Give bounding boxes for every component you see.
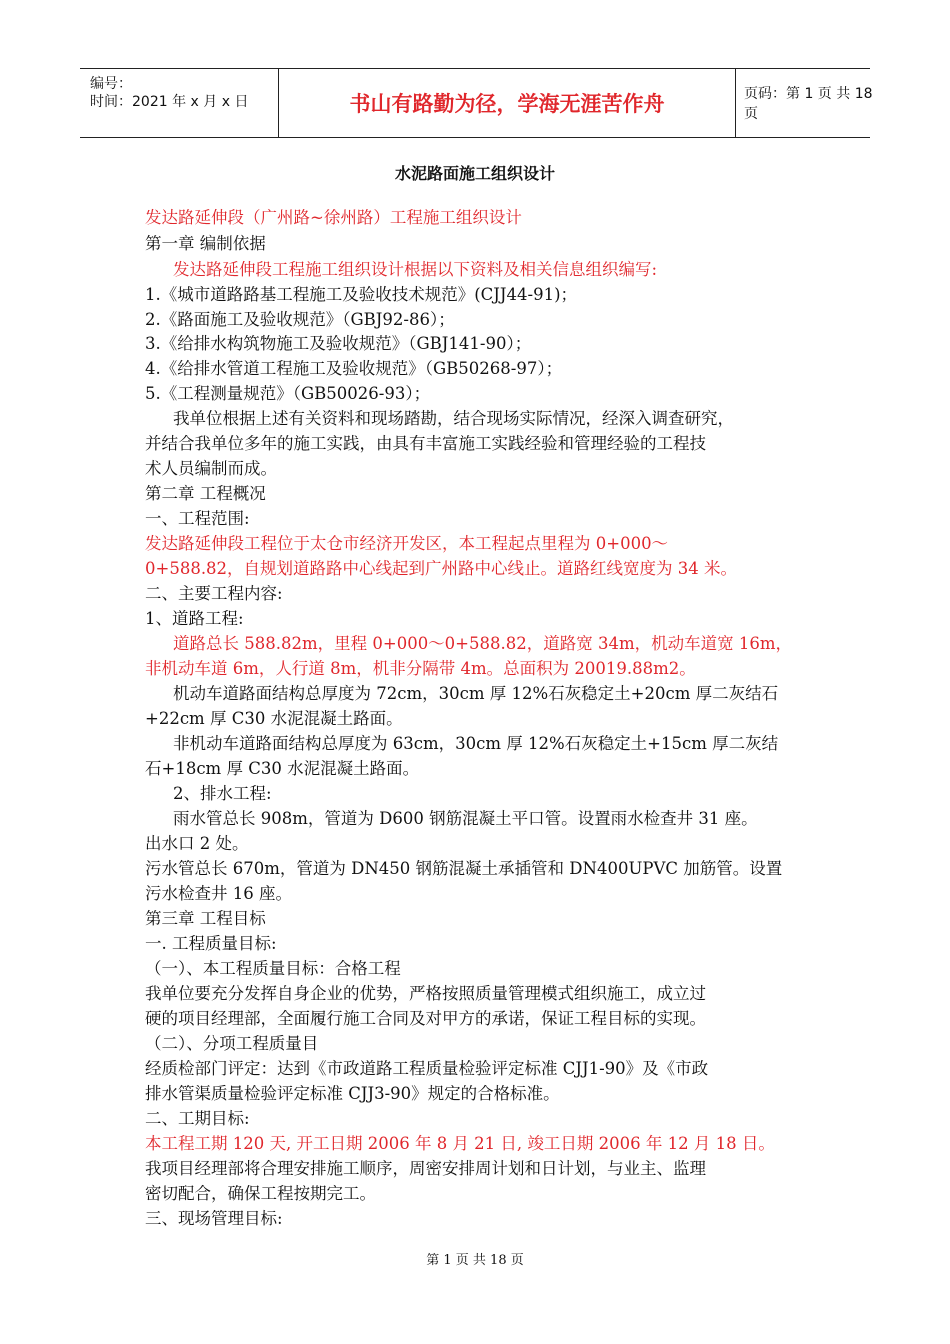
scope-line: 发达路延伸段工程位于太仓市经济开发区，本工程起点里程为 0+000～: [145, 534, 669, 553]
chapter-3-heading: 第三章 工程目标: [145, 909, 266, 928]
basis-item-3: 3.《给排水构筑物施工及验收规范》（GBJ141-90）；: [145, 334, 532, 353]
page-footer: 第 1 页 共 18 页: [426, 1253, 524, 1268]
paragraph-line: 污水管总长 670m，管道为 DN450 钢筋混凝土承插管和 DN400UPVC 加筋管。设置: [145, 859, 783, 878]
basis-intro: 发达路延伸段工程施工组织设计根据以下资料及相关信息组织编写:: [173, 260, 658, 279]
section-heading: 二、主要工程内容:: [145, 584, 283, 603]
subsection-heading: （一）、本工程质量目标：合格工程: [145, 959, 401, 978]
paragraph-line: 机动车道路面结构总厚度为 72cm，30cm 厚 12%石灰稳定土+20cm 厚二灰结石: [173, 684, 779, 703]
paragraph-line: 术人员编制而成。: [145, 459, 277, 478]
header-meta: [80, 69, 278, 137]
basis-item-5: 5.《工程测量规范》（GB50026-93）；: [145, 384, 431, 403]
paragraph-line: 我单位根据上述有关资料和现场踏勘，结合现场实际情况，经深入调查研究，: [173, 409, 734, 428]
subsection-heading: 1、道路工程:: [145, 609, 244, 628]
paragraph-line: 石+18cm 厚 C30 水泥混凝土路面。: [145, 759, 420, 778]
section-heading: 二、工期目标:: [145, 1109, 250, 1128]
paragraph-line: 我单位要充分发挥自身企业的优势，严格按照质量管理模式组织施工，成立过: [145, 984, 706, 1003]
paragraph-line: 硬的项目经理部，全面履行施工合同及对甲方的承诺，保证工程目标的实现。: [145, 1009, 706, 1028]
paragraph-line: 并结合我单位多年的施工实践，由具有丰富施工实践经验和管理经验的工程技: [145, 434, 706, 453]
project-title: 发达路延伸段（广州路~徐州路）工程施工组织设计: [145, 208, 522, 227]
subsection-heading: （二）、分项工程质量目: [145, 1034, 319, 1053]
schedule-line: 本工程工期 120 天, 开工日期 2006 年 8 月 21 日, 竣工日期 2006 年 12 月 18 日。: [145, 1134, 775, 1153]
section-heading: 三、现场管理目标:: [145, 1209, 283, 1228]
scope-line: 0+588.82，自规划道路路中心线起到广州路中心线止。道路红线宽度为 34 米。: [145, 559, 738, 578]
header-motto-cell: [278, 69, 736, 137]
header-table: [80, 68, 873, 138]
header-number: 编号：: [90, 76, 132, 92]
chapter-1-heading: 第一章 编制依据: [145, 234, 266, 253]
road-line: 非机动车道 6m，人行道 8m，机非分隔带 4m。总面积为 20019.88m2。: [145, 659, 696, 678]
paragraph-line: 密切配合，确保工程按期完工。: [145, 1184, 376, 1203]
basis-item-2: 2.《路面施工及验收规范》（GBJ92-86）；: [145, 310, 455, 329]
paragraph-line: +22cm 厚 C30 水泥混凝土路面。: [145, 709, 403, 728]
header-motto: 书山有路勤为径，学海无涯苦作舟: [349, 92, 665, 116]
header-time: 时间：2021 年 x 月 x 日: [90, 94, 249, 110]
paragraph-line: 非机动车道路面结构总厚度为 63cm，30cm 厚 12%石灰稳定土+15cm 厚二灰结: [173, 734, 779, 753]
basis-item-1: 1.《城市道路路基工程施工及验收技术规范》(CJJ44-91)；: [145, 285, 578, 304]
section-heading: 一、工程范围:: [145, 509, 250, 528]
paragraph-line: 排水管渠质量检验评定标准 CJJ3-90》规定的合格标准。: [145, 1084, 560, 1103]
subsection-heading: 2、排水工程:: [173, 784, 272, 803]
paragraph-line: 出水口 2 处。: [145, 834, 249, 853]
paragraph-line: 雨水管总长 908m，管道为 D600 钢筋混凝土平口管。设置雨水检查井 31 座。: [173, 809, 758, 828]
paragraph-line: 经质检部门评定：达到《市政道路工程质量检验评定标准 CJJ1-90》及《市政: [145, 1059, 709, 1078]
header-page-info: 页码：第 1 页 共 18 页: [744, 86, 873, 122]
document-title: 水泥路面施工组织设计: [394, 164, 555, 183]
paragraph-line: 污水检查井 16 座。: [145, 884, 292, 903]
header-page-cell: [735, 69, 879, 137]
paragraph-line: 我项目经理部将合理安排施工顺序，周密安排周计划和日计划，与业主、监理: [145, 1159, 706, 1178]
section-heading: 一. 工程质量目标:: [145, 934, 277, 953]
road-line: 道路总长 588.82m，里程 0+000～0+588.82，道路宽 34m，机动车道宽 16m，: [173, 634, 793, 653]
chapter-2-heading: 第二章 工程概况: [145, 484, 266, 503]
basis-item-4: 4.《给排水管道工程施工及验收规范》（GB50268-97）；: [145, 359, 563, 378]
